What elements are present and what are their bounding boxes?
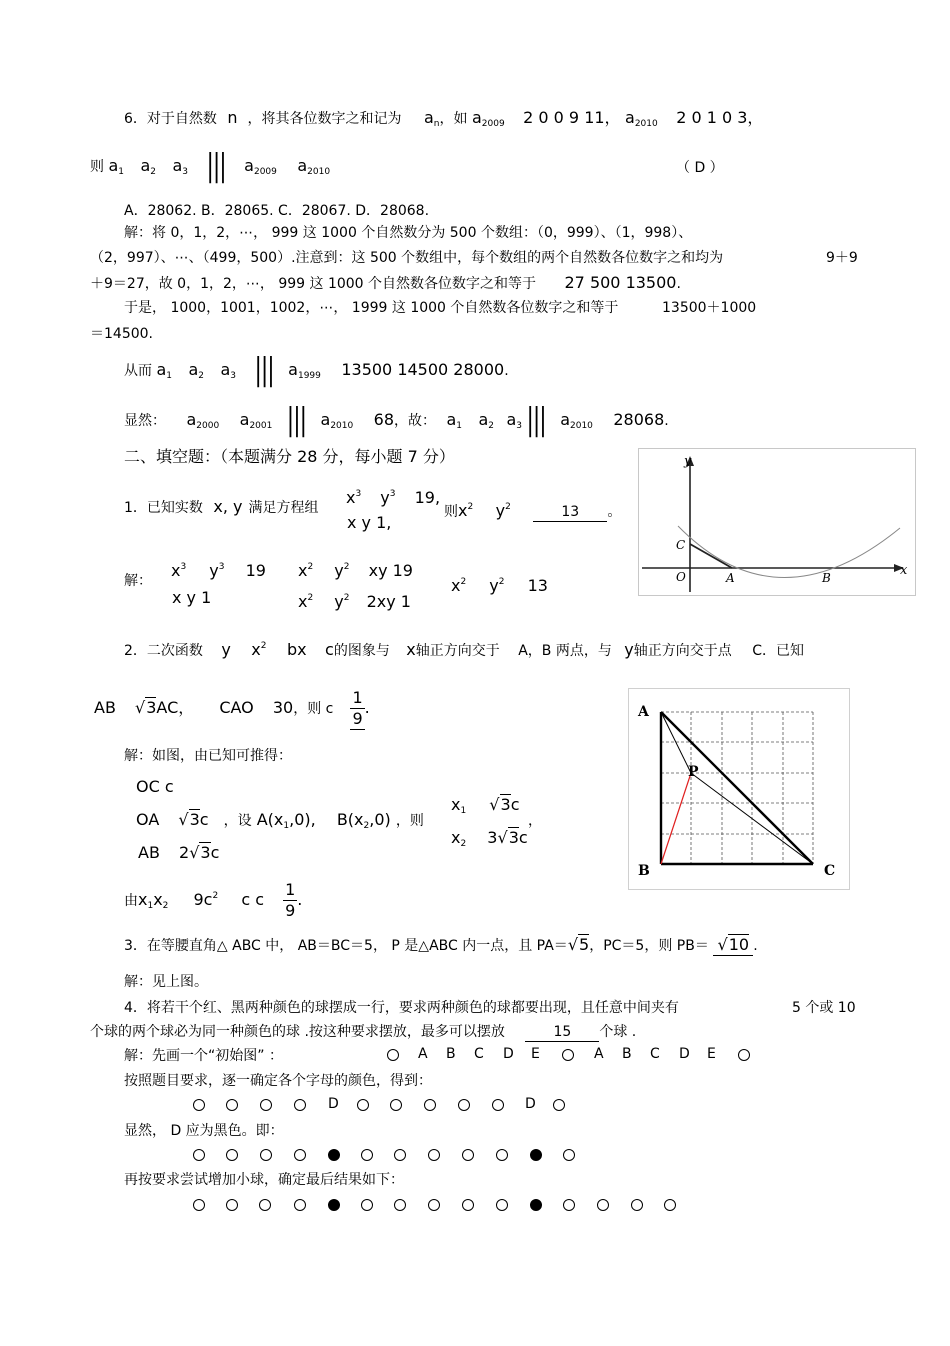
label-a: A [638, 704, 649, 720]
q2-statement: 2．二次函数 y $x^2$ bx c的图象与 x轴正方向交于 A，B 两点，与 y轴正方向交于点 C．已知 [124, 640, 804, 659]
white-ball [260, 1149, 272, 1161]
q2-x2: $x_2$ 3√3c [451, 828, 528, 849]
ball-letter: B [622, 1046, 632, 1062]
white-ball [553, 1099, 565, 1111]
white-ball [193, 1149, 205, 1161]
white-ball [357, 1099, 369, 1111]
q2-answer-fraction: $\frac{1}{9}$ [352, 687, 363, 728]
ellipsis-bars-icon: ||| [254, 352, 274, 388]
p6-xianran: 显然： $a_{2000}$ $a_{2001}$ ||| $a_{2010}$ 68，故： $a_1$ $a_2$ $a_3$ ||| $a_{2010}$ 28068. [124, 402, 669, 438]
white-ball [387, 1049, 399, 1061]
ellipsis-bars-icon: ||| [286, 402, 307, 438]
q1-system-row1: $x^3$ $y^3$ 19, [346, 488, 441, 507]
label-a: A [726, 571, 735, 585]
p6-sol4: 于是， 1000，1001，1002，⋯， 1999 这 1000 个自然数各位数字之和等于 [124, 300, 619, 316]
white-ball [226, 1199, 238, 1211]
white-ball [562, 1049, 574, 1061]
q4-solution-intro: 解：先画一个“初始图” ： [124, 1048, 283, 1064]
white-ball [259, 1199, 271, 1211]
ball-letter: A [418, 1046, 428, 1062]
white-ball [294, 1199, 306, 1211]
q2-ab: AB 2√3c [138, 843, 220, 862]
white-ball [226, 1149, 238, 1161]
white-ball [458, 1099, 470, 1111]
p6-sol2r: 9＋9 [826, 250, 858, 266]
white-ball [394, 1149, 406, 1161]
q1-sol-col1-row1: $x^3$ $y^3$ 19 [171, 561, 266, 580]
q2-x1: $x_1$ √3c [451, 795, 520, 816]
p6-line2: 则 $a_1$ $a_2$ $a_3$ ||| $a_{2009}$ $a_{2010}$ [90, 148, 331, 184]
white-ball [193, 1199, 205, 1211]
q2-oc: OC c [136, 777, 174, 796]
q4-answer-blank: 15 [525, 1023, 599, 1042]
q1-statement: 1．已知实数 x, y 满足方程组 [124, 497, 319, 516]
ball-letter: E [707, 1046, 716, 1062]
black-ball [328, 1149, 340, 1161]
white-ball [492, 1099, 504, 1111]
p6-answer: （ D ） [676, 160, 724, 176]
white-ball [428, 1149, 440, 1161]
ball-letter: D [679, 1046, 690, 1062]
white-ball [193, 1099, 205, 1111]
p6-choices: A．28062. B．28065. C．28067. D．28068. [124, 203, 430, 219]
ball-letter: D [503, 1046, 514, 1062]
label-c: C [824, 863, 836, 879]
white-ball [428, 1199, 440, 1211]
q1-ask: 则$x^2$ $y^2$ 13 。 [444, 501, 622, 520]
q4-line1r: 5 个或 10 [792, 1000, 856, 1016]
ball-letter: A [594, 1046, 604, 1062]
q4-step2: 按照题目要求，逐一确定各个字母的颜色，得到： [124, 1073, 432, 1089]
q1-answer-blank: 13 [533, 503, 607, 522]
white-ball [361, 1199, 373, 1211]
white-ball [462, 1149, 474, 1161]
label-b: B [638, 863, 650, 879]
p6-sol1: 解：将 0，1，2，⋯， 999 这 1000 个自然数分为 500 个数组：（0，999）、（1，998）、 [124, 225, 693, 241]
white-ball [631, 1199, 643, 1211]
label-b: B [822, 571, 831, 585]
ellipsis-bars-icon: ||| [526, 402, 546, 438]
q2-solution-intro: 解：如图，由已知可推得： [124, 748, 292, 764]
ball-letter: C [474, 1046, 484, 1062]
p6-sol3: ＋9＝27，故 0，1，2，⋯， 999 这 1000 个自然数各位数字之和等于 27 500 13500. [90, 273, 681, 292]
q2-result-fraction: $\frac{1}{9}$ [285, 880, 296, 920]
white-ball [462, 1199, 474, 1211]
white-ball [738, 1049, 750, 1061]
triangle-grid-figure [628, 688, 850, 890]
white-ball [496, 1199, 508, 1211]
black-ball [530, 1199, 542, 1211]
p6-line1: 6．对于自然数 n ，将其各位数字之和记为 $a_n$，如 $a_{2009}$ 2 0 0 9 11， $a_{2010}$ 2 0 1 0 3， [124, 108, 764, 129]
q3-statement: 3．在等腰直角△ ABC 中， AB＝BC＝5， P 是△ABC 内一点，且 PA＝√5，PC＝5，则 PB＝ √10 . [124, 935, 758, 954]
white-ball [563, 1149, 575, 1161]
q3-answer-blank: √10 [713, 936, 753, 956]
ball-letter: C [650, 1046, 660, 1062]
white-ball [664, 1199, 676, 1211]
p6-sol4r: 13500＋1000 [662, 300, 757, 316]
q1-system-row2: x y 1, [347, 513, 392, 532]
label-y: y [684, 454, 692, 469]
label-p: P [688, 764, 699, 780]
p6-sol5: ＝14500. [90, 326, 153, 342]
label-c: C [676, 538, 686, 552]
q4-line1: 4．将若干个红、黑两种颜色的球摆成一行，要求两种颜色的球都要出现，且任意中间夹有 [124, 1000, 679, 1016]
q2-x-comma: ， [528, 813, 542, 829]
white-ball [226, 1099, 238, 1111]
white-ball [260, 1099, 272, 1111]
q2-oa: OA √3c ，设 $A(x_1,0)$, $B(x_2,0)$ ，则 [136, 810, 424, 831]
white-ball [496, 1149, 508, 1161]
parabola-figure [638, 448, 916, 596]
p6-conger: 从而 $a_1$ $a_2$ $a_3$ ||| $a_{1999}$ 13500 14500 28000. [124, 352, 509, 388]
label-o: O [676, 570, 686, 584]
white-ball [597, 1199, 609, 1211]
q1-sol-col2-row1: $x^2$ $y^2$ xy 19 [298, 561, 413, 580]
q4-step4: 再按要求尝试增加小球，确定最后结果如下： [124, 1172, 404, 1188]
white-ball [294, 1099, 306, 1111]
ball-letter: D [328, 1096, 339, 1112]
ellipsis-bars-icon: ||| [206, 148, 226, 184]
ball-letter: E [531, 1046, 540, 1062]
p6-sol2: （2，997）、⋯、（499，500）.注意到：这 500 个数组中，每个数组的两个自然数各位数字之和均为 [90, 250, 724, 266]
q4-step3: 显然， D 应为黑色。即： [124, 1123, 284, 1139]
q3-solution: 解：见上图。 [124, 974, 208, 990]
ball-letter: D [525, 1096, 536, 1112]
q1-sol-result: $x^2$ $y^2$ 13 [451, 576, 548, 595]
q1-sol-col1-row2: x y 1 [172, 588, 212, 607]
white-ball [394, 1199, 406, 1211]
label-x: x [900, 563, 908, 578]
q1-solution-label: 解： [124, 573, 152, 589]
white-ball [361, 1149, 373, 1161]
white-ball [390, 1099, 402, 1111]
ball-letter: B [446, 1046, 456, 1062]
black-ball [530, 1149, 542, 1161]
white-ball [424, 1099, 436, 1111]
q2-condition: AB √3AC， CAO 30，则 c $\frac{1}{9}$ . [94, 687, 370, 728]
section-title: 二、填空题：（本题满分 28 分，每小题 7 分） [124, 447, 455, 466]
black-ball [328, 1199, 340, 1211]
q1-sol-col2-row2: $x^2$ $y^2$ 2xy 1 [298, 592, 411, 611]
white-ball [294, 1149, 306, 1161]
q4-line2: 个球的两个球必为同一种颜色的球 .按这种要求摆放，最多可以摆放 15 个球 . [90, 1024, 637, 1040]
white-ball [563, 1199, 575, 1211]
q2-product: 由$x_1x_2$ $9c^2$ c c $\frac{1}{9}$ . [124, 880, 303, 920]
